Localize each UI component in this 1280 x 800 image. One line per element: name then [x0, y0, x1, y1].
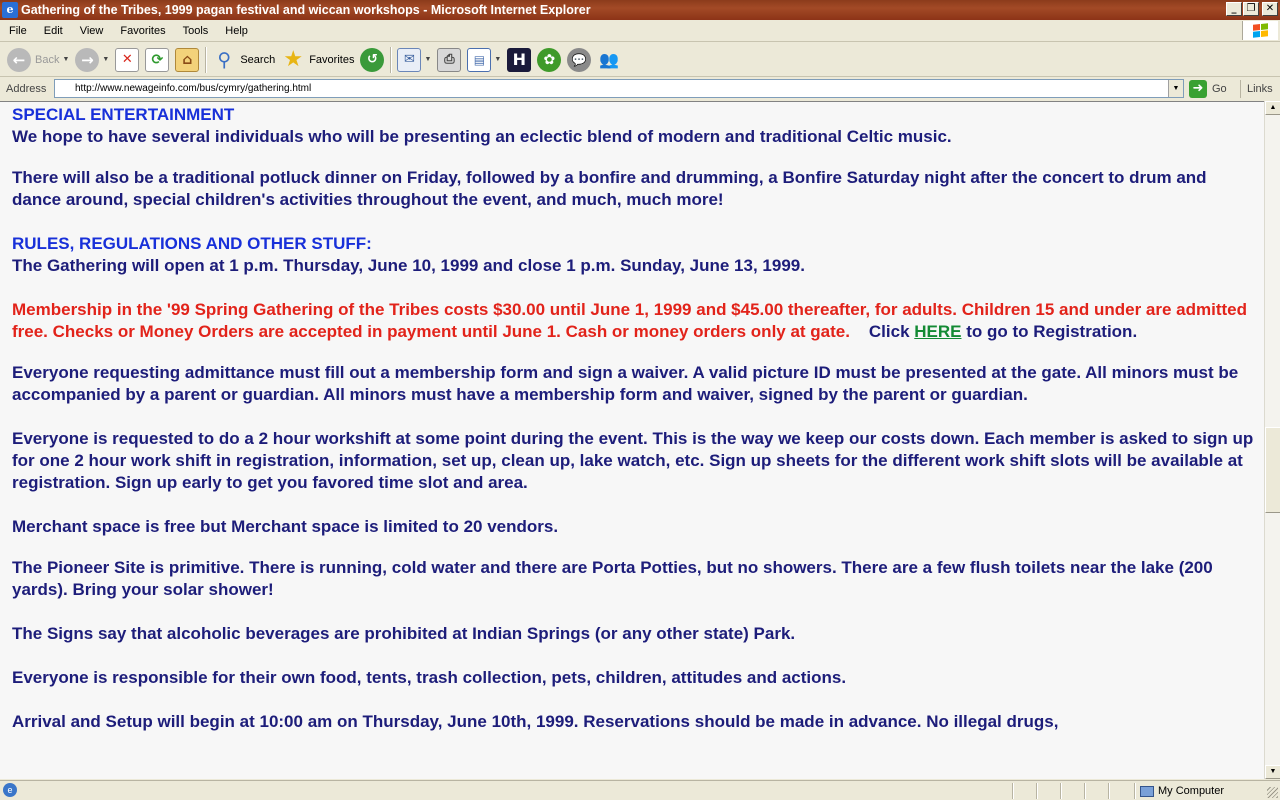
membership-text: Membership in the '99 Spring Gathering of the Tribes costs $30.00 until June 1, 1999 and $45.00 thereafter, for adults. Children 15 and under are admitted free. Checks or Money Orders are accepted in payment until June 1. Cash or money orders only at gate. [12, 300, 1247, 341]
print-icon: ⎙ [437, 48, 461, 72]
pioneer-paragraph: The Pioneer Site is primitive. There is running, cold water and there are Porta Potties, but no showers. There are a few flush toilets near the lake (200 yards). Bring your solar shower! [12, 558, 1213, 599]
h-icon: H [507, 48, 531, 72]
potluck-paragraph: There will also be a traditional potluck dinner on Friday, followed by a bonfire and drumming, a Bonfire Saturday night after the concert to drum and dance around, special children's activities throughout the event, and much, much more! [12, 168, 1207, 209]
search-icon: ⚲ [217, 48, 232, 71]
click-text: Click [868, 322, 910, 341]
address-bar [0, 78, 1280, 100]
status-separator [1134, 783, 1135, 799]
stop-button[interactable] [112, 45, 142, 75]
special-entertainment-text: We hope to have several individuals who will be presenting an eclectic blend of modern and traditional Celtic music. [12, 127, 952, 146]
menu-tools[interactable]: Tools [182, 24, 209, 37]
window-controls [1226, 2, 1278, 16]
go-button[interactable] [1189, 80, 1227, 98]
window-title: Gathering of the Tribes, 1999 pagan festival and wiccan workshops - Microsoft Internet Explorer [21, 3, 591, 17]
speech-bubble-icon: 💬 [567, 48, 591, 72]
mail-icon: ✉ [397, 48, 421, 72]
status-bar [0, 780, 1280, 800]
arrival-paragraph: Arrival and Setup will begin at 10:00 am on Thursday, June 10th, 1999. Reservations should be made in advance. No illegal drugs, [12, 712, 1059, 731]
back-label: Back [35, 53, 60, 66]
favorites-label: Favorites [309, 53, 355, 66]
search-label: Search [240, 53, 276, 66]
forward-button[interactable] [72, 45, 112, 75]
status-separator [1012, 783, 1013, 799]
minimize-button[interactable]: _ [1226, 2, 1242, 16]
rules-paragraph: The Gathering will open at 1 p.m. Thursday, June 10, 1999 and close 1 p.m. Sunday, June 13, 1999. [12, 256, 805, 275]
menu-file[interactable]: File [9, 24, 27, 37]
back-button[interactable] [4, 45, 72, 75]
edit-dropdown-icon[interactable]: ▼ [494, 56, 502, 63]
status-separator [1060, 783, 1061, 799]
status-separator [1084, 783, 1085, 799]
home-button[interactable] [172, 45, 202, 75]
page-viewport[interactable] [0, 101, 1264, 779]
resize-grip-icon[interactable] [1267, 787, 1278, 798]
go-arrow-icon: ➜ [1189, 80, 1207, 98]
windows-logo-icon [1242, 21, 1278, 40]
status-separator [1036, 783, 1037, 799]
workshift-paragraph: Everyone is requested to do a 2 hour workshift at some point during the event. This is the way we keep our costs down. Each member is asked to sign up for one 2 hour work shift in registration, information, set up, clean up, lake watch, etc. Sign up sheets for the different work shift slots will be available at registration. Sign up early to get you favored time slot and area. [12, 429, 1254, 492]
scroll-up-icon[interactable]: ▲ [1265, 101, 1280, 115]
menu-view[interactable]: View [79, 24, 104, 37]
mail-button[interactable] [394, 45, 434, 75]
messenger-button[interactable] [594, 45, 624, 75]
print-button[interactable] [434, 45, 464, 75]
favorites-button[interactable] [278, 45, 357, 75]
go-label: Go [1212, 83, 1227, 95]
menu-favorites[interactable]: Favorites [120, 24, 166, 37]
zone-label: My Computer [1158, 785, 1225, 797]
toolbar-separator [205, 47, 206, 73]
computer-icon [1140, 786, 1154, 797]
scroll-down-icon[interactable]: ▼ [1265, 765, 1280, 779]
edit-page-icon: ▤ [467, 48, 491, 72]
address-url[interactable]: http://www.newageinfo.com/bus/cymry/gathering.html [75, 83, 312, 94]
menu-edit[interactable]: Edit [43, 24, 63, 37]
admittance-paragraph: Everyone requesting admittance must fill out a membership form and sign a waiver. A valid picture ID must be presented at the gate. All minors must be accompanied by a parent or guardian. All minors must have a membership form and waiver, signed by the parent or guardian. [12, 363, 1239, 404]
back-dropdown-icon[interactable]: ▼ [62, 56, 70, 63]
restore-button[interactable]: ❐ [1243, 2, 1259, 16]
merchant-paragraph: Merchant space is free but Merchant space is limited to 20 vendors. [12, 517, 559, 536]
scrollbar-thumb[interactable] [1265, 427, 1280, 513]
special-entertainment-heading: SPECIAL ENTERTAINMENT [12, 105, 235, 124]
menu-bar [0, 20, 1280, 42]
menu-help[interactable]: Help [225, 24, 248, 37]
title-bar [0, 0, 1280, 20]
refresh-icon: ⟳ [145, 48, 169, 72]
close-button[interactable]: ✕ [1262, 2, 1278, 16]
h-extension-button[interactable] [504, 45, 534, 75]
registration-link[interactable]: HERE [914, 322, 962, 341]
alcohol-paragraph: The Signs say that alcoholic beverages are prohibited at Indian Springs (or any other state) Park. [12, 624, 796, 643]
address-input[interactable] [54, 79, 1184, 98]
star-icon: ★ [283, 47, 304, 72]
edit-button[interactable] [464, 45, 504, 75]
page-content [12, 104, 1260, 733]
forward-dropdown-icon[interactable]: ▼ [102, 56, 110, 63]
toolbar [0, 43, 1280, 77]
stop-icon: ✕ [115, 48, 139, 72]
mail-dropdown-icon[interactable]: ▼ [424, 56, 432, 63]
registration-text: to go to Registration. [966, 322, 1138, 341]
rules-heading: RULES, REGULATIONS AND OTHER STUFF: [12, 234, 372, 253]
links-button[interactable]: Links [1240, 80, 1273, 98]
page-status-icon: e [3, 783, 17, 797]
forward-arrow-icon: → [75, 48, 99, 72]
history-button[interactable] [357, 45, 387, 75]
toolbar-separator [390, 47, 391, 73]
search-button[interactable] [209, 45, 278, 75]
back-arrow-icon: ← [7, 48, 31, 72]
refresh-button[interactable] [142, 45, 172, 75]
home-icon: ⌂ [175, 48, 199, 72]
flower-extension-button[interactable] [534, 45, 564, 75]
vertical-scrollbar[interactable] [1264, 101, 1280, 779]
discuss-button[interactable] [564, 45, 594, 75]
address-label: Address [6, 83, 47, 95]
address-dropdown-icon[interactable]: ▼ [1168, 80, 1183, 97]
flower-icon: ✿ [537, 48, 561, 72]
security-zone [1140, 783, 1224, 799]
ie-icon: e [2, 2, 18, 18]
status-separator [1108, 783, 1109, 799]
history-icon: ↺ [360, 48, 384, 72]
responsibility-paragraph: Everyone is responsible for their own food, tents, trash collection, pets, children, attitudes and actions. [12, 668, 847, 687]
messenger-icon: 👥 [599, 50, 620, 69]
membership-paragraph [12, 299, 1260, 343]
